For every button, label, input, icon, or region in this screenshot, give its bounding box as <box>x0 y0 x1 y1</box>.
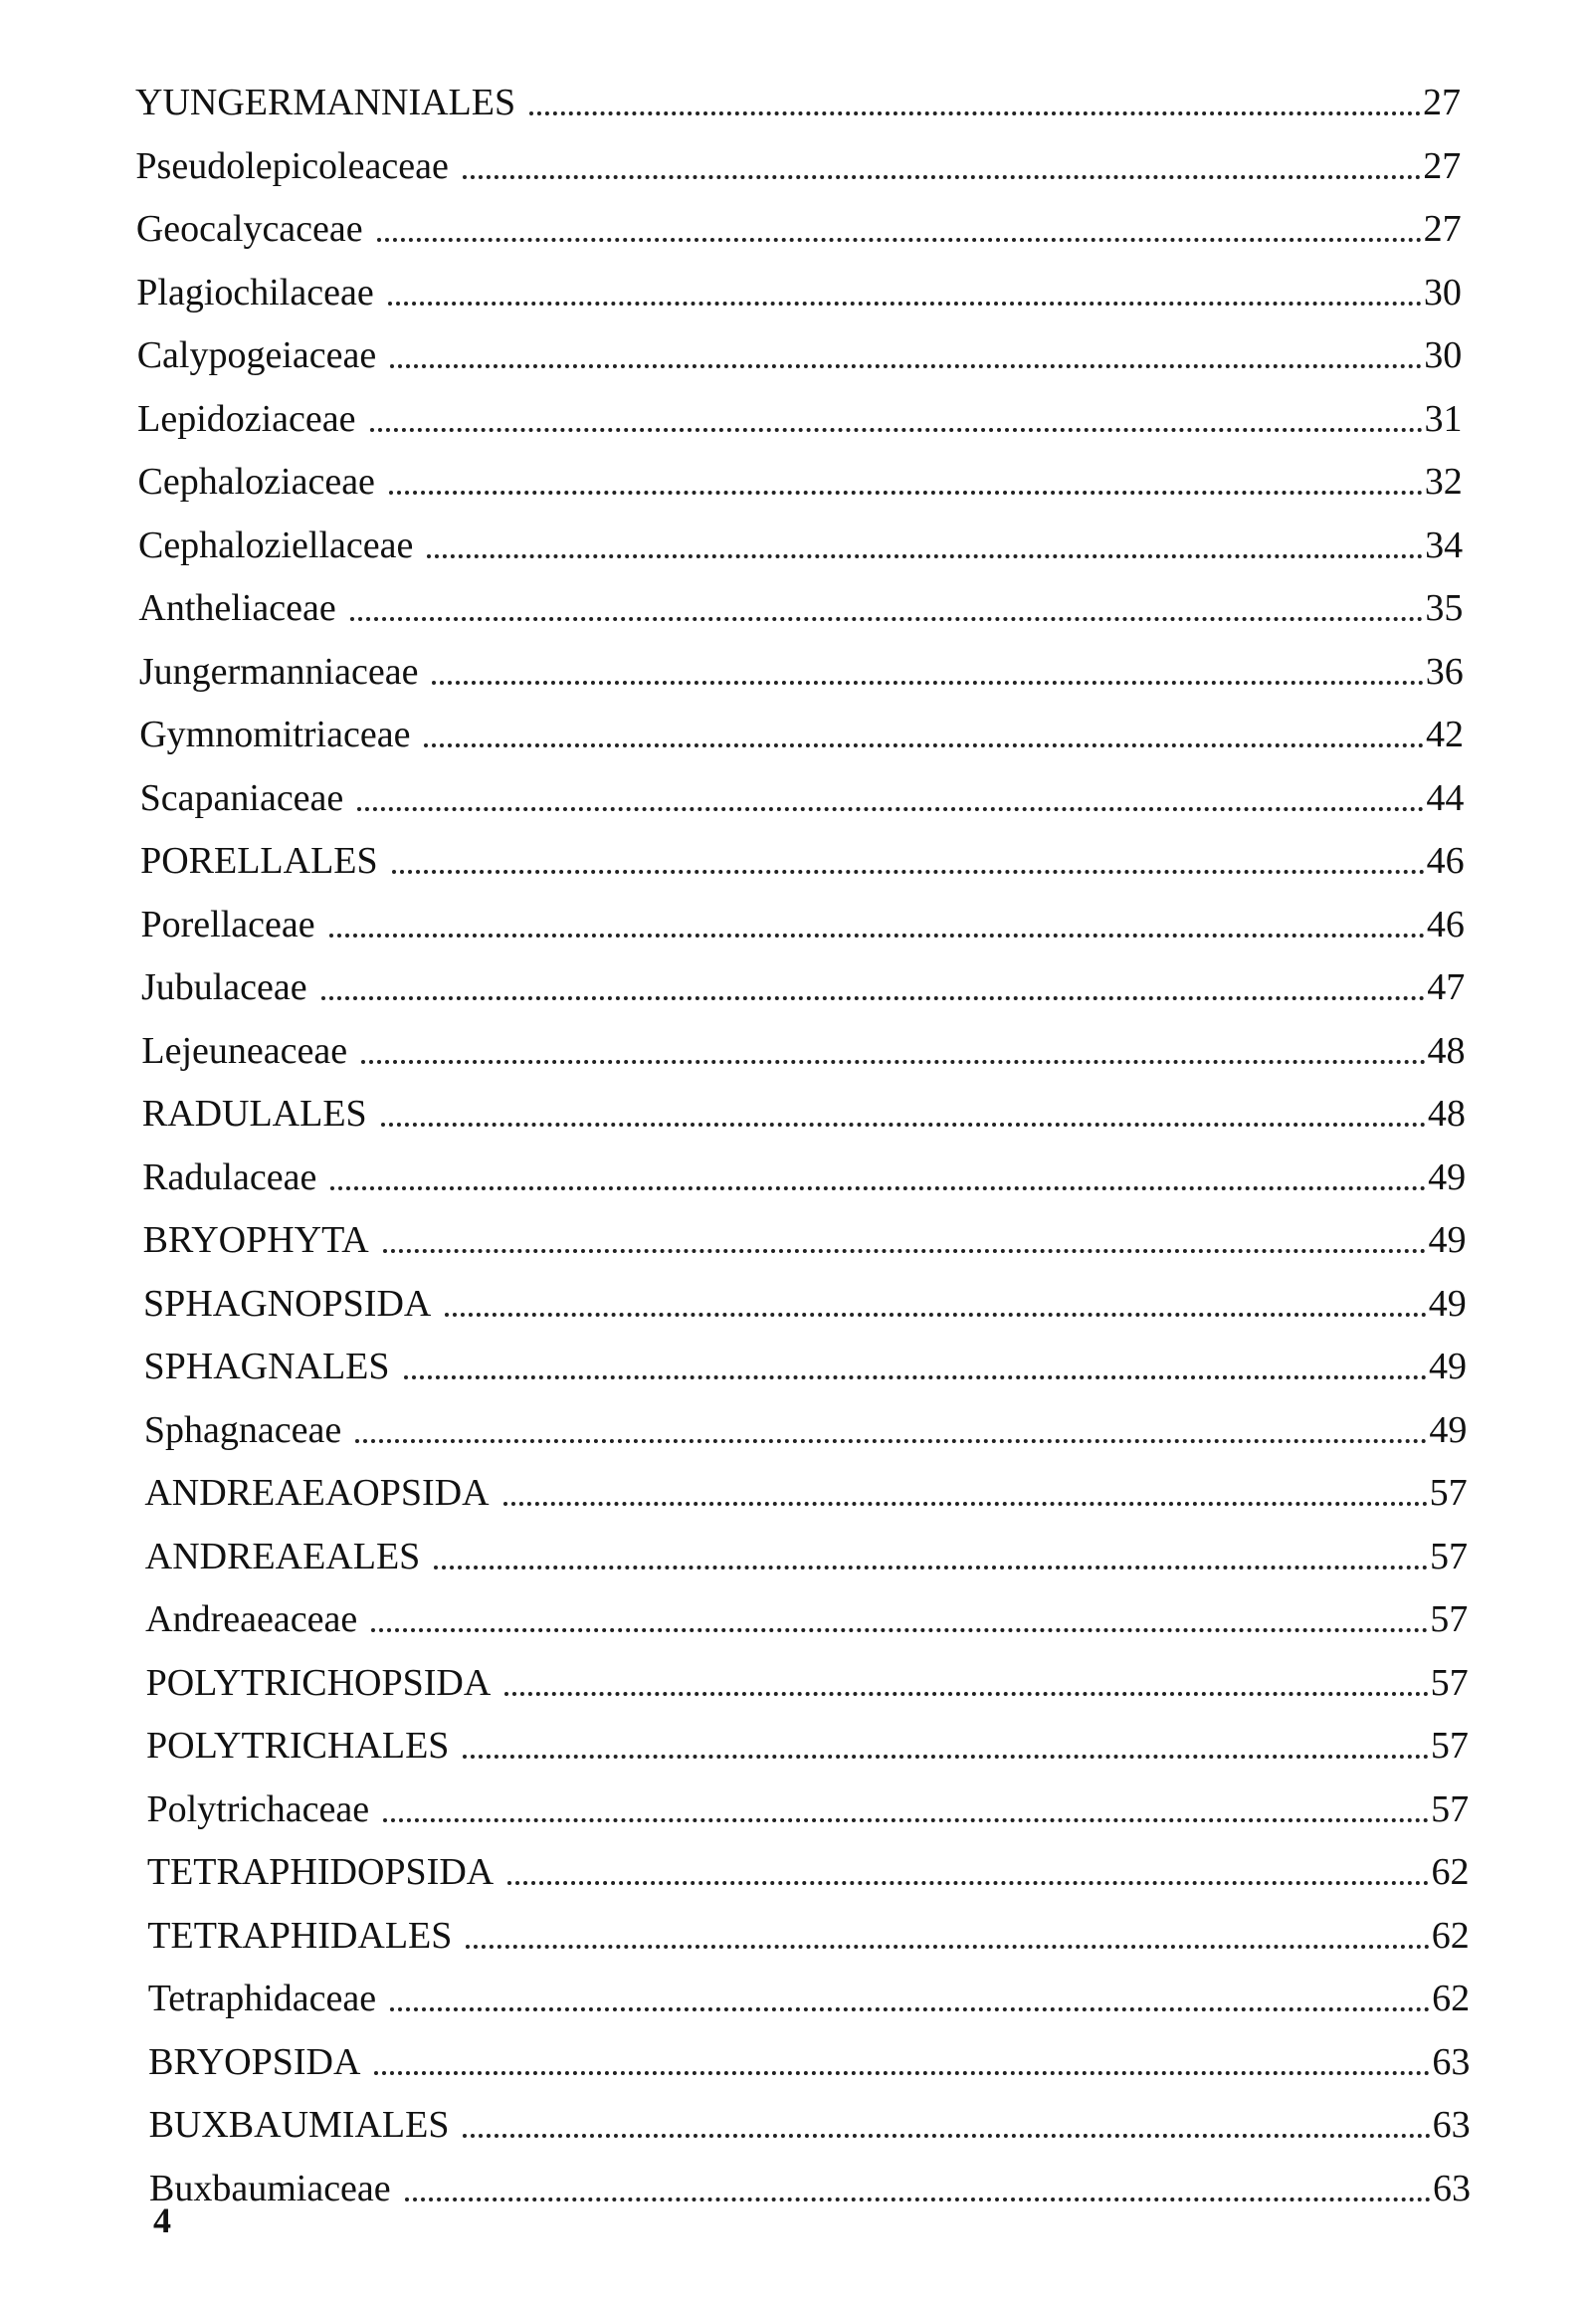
toc-entry-page: 30 <box>1424 334 1463 376</box>
toc-entry <box>143 1279 1467 1329</box>
toc-entry <box>143 1215 1467 1265</box>
toc-entry-title: Gymnomitriaceae <box>139 714 411 755</box>
toc-entry <box>146 1658 1469 1708</box>
toc-entry-page: 36 <box>1425 650 1464 693</box>
dot-leader <box>350 617 1424 621</box>
toc-entry-title: Porellaceae <box>140 903 315 945</box>
toc-entry <box>142 1089 1466 1139</box>
toc-entry-page: 42 <box>1426 714 1465 755</box>
dot-leader <box>388 302 1422 306</box>
toc-entry-page: 32 <box>1424 461 1463 503</box>
toc-entry-page: 57 <box>1429 1535 1468 1577</box>
dot-leader <box>381 1123 1426 1127</box>
toc-entry <box>149 2164 1471 2213</box>
dot-leader <box>405 2197 1431 2201</box>
dot-leader <box>389 491 1423 495</box>
toc-entry-title: Buxbaumiaceae <box>149 2167 391 2209</box>
dot-leader <box>370 428 1423 432</box>
toc-entry-title: Polytrichaceae <box>146 1787 370 1830</box>
toc-entry-page: 46 <box>1426 903 1465 945</box>
toc-entry-page: 57 <box>1430 1598 1469 1640</box>
toc-entry <box>135 78 1461 127</box>
toc-entry-page: 62 <box>1432 1978 1471 2019</box>
toc-entry <box>141 962 1465 1012</box>
toc-entry-page: 30 <box>1423 271 1462 314</box>
toc-entry-title: Lejeuneaceae <box>141 1029 348 1072</box>
toc-entry <box>140 836 1465 886</box>
toc-entry-page: 62 <box>1431 1851 1470 1893</box>
dot-leader <box>329 934 1425 938</box>
toc-entry-title: POLYTRICHOPSIDA <box>145 1661 492 1704</box>
toc-entry-title: Pseudolepicoleaceae <box>135 144 449 187</box>
toc-entry <box>141 900 1465 949</box>
dot-leader <box>383 1249 1427 1253</box>
toc-entry <box>140 773 1465 823</box>
dot-leader <box>463 2134 1430 2138</box>
dot-leader <box>361 1060 1425 1064</box>
dot-leader <box>330 1186 1426 1190</box>
dot-leader <box>434 1566 1428 1570</box>
toc-entry <box>147 1847 1470 1897</box>
dot-leader <box>404 1375 1428 1379</box>
toc-entry <box>137 394 1462 444</box>
toc-entry-title: BUXBAUMIALES <box>148 2104 450 2146</box>
toc-entry-title: ANDREAEALES <box>144 1535 421 1577</box>
toc-entry <box>143 1342 1467 1391</box>
toc-entry-title: Jungermanniaceae <box>138 650 419 693</box>
toc-entry-title: PORELLALES <box>140 840 378 882</box>
toc-entry-page: 27 <box>1423 144 1462 187</box>
toc-entry-page: 27 <box>1423 82 1461 123</box>
toc-entry-page: 62 <box>1431 1914 1470 1957</box>
toc-entry-title: Sphagnaceae <box>143 1408 342 1451</box>
toc-entry-page: 63 <box>1432 2040 1471 2083</box>
toc-entry <box>145 1532 1468 1581</box>
toc-entry-page: 48 <box>1427 1093 1466 1135</box>
toc-entry-title: POLYTRICHALES <box>146 1725 450 1767</box>
toc-entry-title: TETRAPHIDOPSIDA <box>146 1851 495 1893</box>
toc-entry-page: 34 <box>1425 523 1464 566</box>
toc-entry <box>137 330 1463 380</box>
toc-entry-title: BRYOPHYTA <box>142 1219 369 1261</box>
page-number: 4 <box>153 2200 171 2240</box>
dot-leader <box>371 1628 1428 1632</box>
toc-entry-page: 27 <box>1423 208 1462 250</box>
dot-leader <box>357 807 1424 811</box>
dot-leader <box>427 554 1423 558</box>
toc-entry-page: 47 <box>1427 966 1466 1008</box>
toc-entry-page: 63 <box>1433 2167 1471 2209</box>
toc-entry-page: 35 <box>1425 587 1464 629</box>
toc-entry-page: 57 <box>1430 1661 1469 1704</box>
toc-entry <box>144 1468 1467 1518</box>
dot-leader <box>390 364 1422 368</box>
toc-entry-title: Plagiochilaceae <box>136 271 374 314</box>
toc-entry-page: 49 <box>1429 1346 1468 1387</box>
toc-entry-title: Calypogeiaceae <box>136 334 377 376</box>
toc-entry-title: SPHAGNOPSIDA <box>143 1282 432 1325</box>
toc-entry <box>138 457 1463 507</box>
toc-entry-title: Andreaeaceae <box>145 1598 358 1640</box>
dot-leader <box>432 681 1423 685</box>
toc-entry <box>145 1594 1468 1644</box>
toc-entry <box>139 710 1464 759</box>
toc-entry-title: RADULALES <box>141 1093 367 1135</box>
dot-leader <box>463 175 1421 179</box>
toc-entry-page: 49 <box>1428 1155 1467 1198</box>
toc-entry <box>139 647 1464 697</box>
toc-entry-title: Lepidoziaceae <box>137 397 356 440</box>
dot-leader <box>374 2071 1430 2075</box>
toc-entry <box>148 1974 1470 2023</box>
toc-entry-title: Jubulaceae <box>140 966 307 1008</box>
toc-entry-title: Cephaloziellaceae <box>137 523 414 566</box>
toc-entry-title: Radulaceae <box>142 1155 317 1198</box>
toc-entry-page: 49 <box>1428 1219 1467 1261</box>
toc-entry-title: YUNGERMANNIALES <box>135 82 516 123</box>
dot-leader <box>507 1881 1429 1885</box>
toc-entry-title: SPHAGNALES <box>143 1346 390 1387</box>
dot-leader <box>383 1818 1429 1822</box>
toc-entry-title: TETRAPHIDALES <box>147 1914 453 1957</box>
toc-entry <box>138 583 1463 633</box>
toc-entry <box>146 1721 1469 1771</box>
toc-entry-title: Tetraphidaceae <box>147 1978 377 2019</box>
toc-entry <box>147 1911 1469 1961</box>
toc-entry-title: Cephaloziaceae <box>137 461 375 503</box>
toc-entry-page: 48 <box>1427 1029 1466 1072</box>
toc-entry <box>135 141 1461 191</box>
toc-entry-page: 57 <box>1431 1787 1470 1830</box>
dot-leader <box>321 996 1426 1000</box>
toc-entry-page: 49 <box>1429 1408 1468 1451</box>
toc-entry <box>142 1152 1466 1202</box>
toc-entry-title: BRYOPSIDA <box>148 2040 361 2083</box>
dot-leader <box>392 870 1425 874</box>
dot-leader <box>377 238 1422 242</box>
toc-entry <box>141 1026 1465 1076</box>
dot-leader <box>529 111 1421 115</box>
toc-entry <box>136 268 1462 317</box>
dot-leader <box>355 1439 1427 1443</box>
dot-leader <box>463 1755 1428 1759</box>
dot-leader <box>503 1502 1428 1506</box>
dot-leader <box>504 1692 1428 1696</box>
toc-entry-page: 57 <box>1430 1725 1469 1767</box>
toc-entry-title: ANDREAEAOPSIDA <box>144 1472 490 1514</box>
toc-entry-title: Scapaniaceae <box>139 776 344 819</box>
toc-entry <box>138 521 1463 570</box>
toc-entry-title: Antheliaceae <box>138 587 336 629</box>
toc-entry <box>149 2100 1471 2150</box>
dot-leader <box>466 1945 1429 1949</box>
toc-entry-title: Geocalycaceae <box>135 208 363 250</box>
toc-entry-page: 46 <box>1426 840 1465 882</box>
toc-entry-page: 49 <box>1428 1282 1467 1325</box>
toc-entry <box>144 1405 1467 1455</box>
toc-entry-page: 57 <box>1429 1472 1468 1514</box>
toc-entry <box>148 2037 1470 2087</box>
dot-leader <box>445 1313 1426 1317</box>
toc-entry <box>146 1784 1469 1834</box>
toc-entry-page: 44 <box>1426 776 1465 819</box>
toc-entry <box>136 204 1462 254</box>
dot-leader <box>424 743 1424 747</box>
toc-entry-page: 31 <box>1424 397 1463 440</box>
toc-entry-page: 63 <box>1432 2104 1471 2146</box>
dot-leader <box>390 2007 1430 2011</box>
